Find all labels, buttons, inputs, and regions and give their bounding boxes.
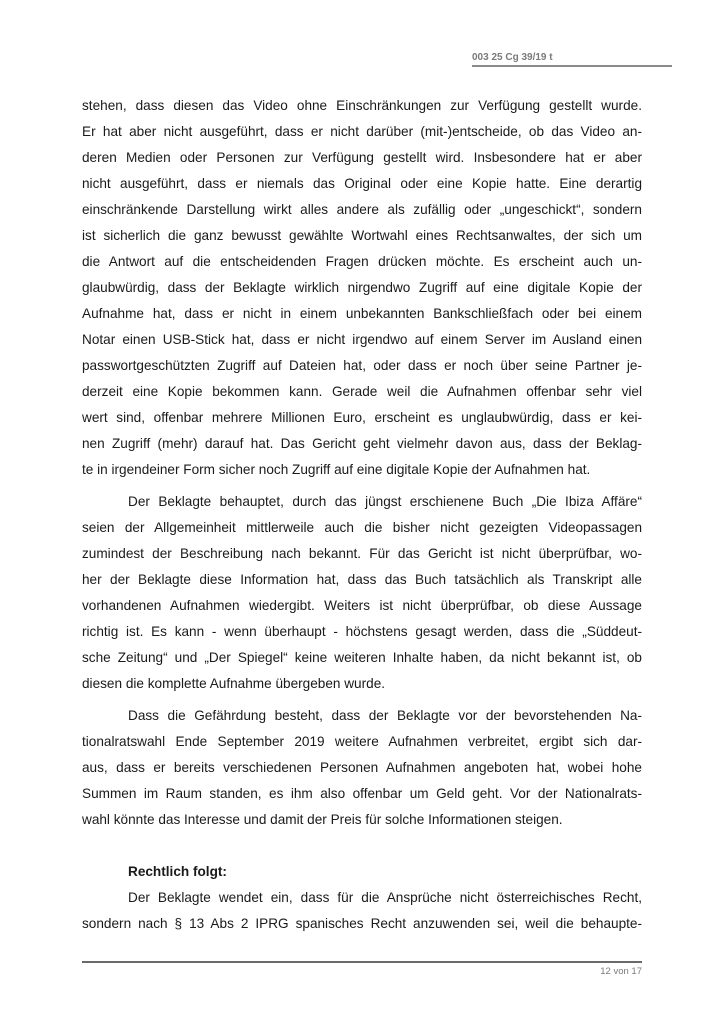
text-line: sondern nach § 13 Abs 2 IPRG spanisches Recht anzuwenden sei, weil die behaupte- (82, 916, 642, 931)
text-line: nen Zugriff (mehr) darauf hat. Das Gericht geht vielmehr davon aus, dass der Beklag- (82, 436, 642, 451)
paragraph-3 (82, 703, 642, 833)
text-line: richtig ist. Es kann - wenn überhaupt - höchstens gesagt werden, dass die „Süddeut- (82, 624, 642, 639)
text-line: Der Beklagte behauptet, durch das jüngst erschienene Buch „Die Ibiza Affäre“ (128, 494, 642, 509)
document-body (82, 93, 642, 937)
text-line: her der Beklagte diese Information hat, dass das Buch tatsächlich als Transkript alle (82, 572, 642, 587)
paragraph-1 (82, 93, 642, 483)
section-heading: Rechtlich folgt: (128, 864, 227, 879)
text-line: Summen im Raum standen, es ihm also offenbar um Geld geht. Vor der Nationalrats- (82, 786, 642, 801)
footer-rule (82, 961, 642, 963)
text-line: ist sicherlich die ganz bewusst gewählte Wortwahl eines Rechtsanwaltes, der sich um (82, 228, 642, 243)
text-line: deren Medien oder Personen zur Verfügung gestellt wird. Insbesondere hat er aber (82, 150, 642, 165)
text-line: tionalratswahl Ende September 2019 weitere Aufnahmen verbreitet, ergibt sich dar- (82, 734, 642, 749)
page-number: 12 von 17 (600, 966, 642, 977)
text-line: Notar einen USB-Stick hat, dass er nicht irgendwo auf einem Server im Ausland einen (82, 332, 642, 347)
case-number-header: 003 25 Cg 39/19 t (472, 52, 672, 67)
text-line: diesen die komplette Aufnahme übergeben wurde. (82, 676, 386, 691)
text-line: Er hat aber nicht ausgeführt, dass er nicht darüber (mit-)entscheide, ob das Video an- (82, 124, 642, 139)
text-line: wahl könnte das Interesse und damit der Preis für solche Informationen steigen. (82, 812, 563, 827)
text-line: wert sind, offenbar mehrere Millionen Euro, erscheint es unglaubwürdig, dass er kei- (82, 410, 642, 425)
text-line: seien der Allgemeinheit mittlerweile auch die bisher nicht gezeigten Videopassagen (82, 520, 642, 535)
text-line: nicht ausgeführt, dass er niemals das Original oder eine Kopie hatte. Eine derartig (82, 176, 642, 191)
text-line: einschränkende Darstellung wirkt alles andere als zufällig oder „ungeschickt“, sondern (82, 202, 642, 217)
text-line: passwortgeschützten Zugriff auf Dateien hat, oder dass er noch über seine Partner je- (82, 358, 642, 373)
text-line: Der Beklagte wendet ein, dass für die Ansprüche nicht österreichisches Recht, (128, 890, 642, 905)
text-line: te in irgendeiner Form sicher noch Zugriff auf eine digitale Kopie der Aufnahmen hat. (82, 462, 591, 477)
text-line: glaubwürdig, dass der Beklagte wirklich nirgendwo Zugriff auf eine digitale Kopie der (82, 280, 642, 295)
text-line: aus, dass er bereits verschiedenen Personen Aufnahmen angeboten hat, wobei hohe (82, 760, 642, 775)
text-line: vorhandenen Aufnahmen wiedergibt. Weiters ist nicht überprüfbar, ob diese Aussage (82, 598, 642, 613)
text-line: sche Zeitung“ und „Der Spiegel“ keine weiteren Inhalte haben, da nicht bekannt ist, ob (82, 650, 642, 665)
text-line: zumindest der Beschreibung nach bekannt. Für das Gericht ist nicht überprüfbar, wo- (82, 546, 642, 561)
paragraph-2 (82, 489, 642, 697)
text-line: stehen, dass diesen das Video ohne Einschränkungen zur Verfügung gestellt wurde. (82, 98, 642, 113)
text-line: Aufnahme hat, dass er nicht in einem unbekannten Bankschließfach oder bei einem (82, 306, 642, 321)
text-line: die Antwort auf die entscheidenden Fragen drücken möchte. Es erscheint auch un- (82, 254, 642, 269)
text-line: derzeit eine Kopie bekommen kann. Gerade weil die Aufnahmen offenbar sehr viel (82, 384, 642, 399)
paragraph-4 (82, 885, 642, 937)
text-line: Dass die Gefährdung besteht, dass der Beklagte vor der bevorstehenden Na- (128, 708, 642, 723)
